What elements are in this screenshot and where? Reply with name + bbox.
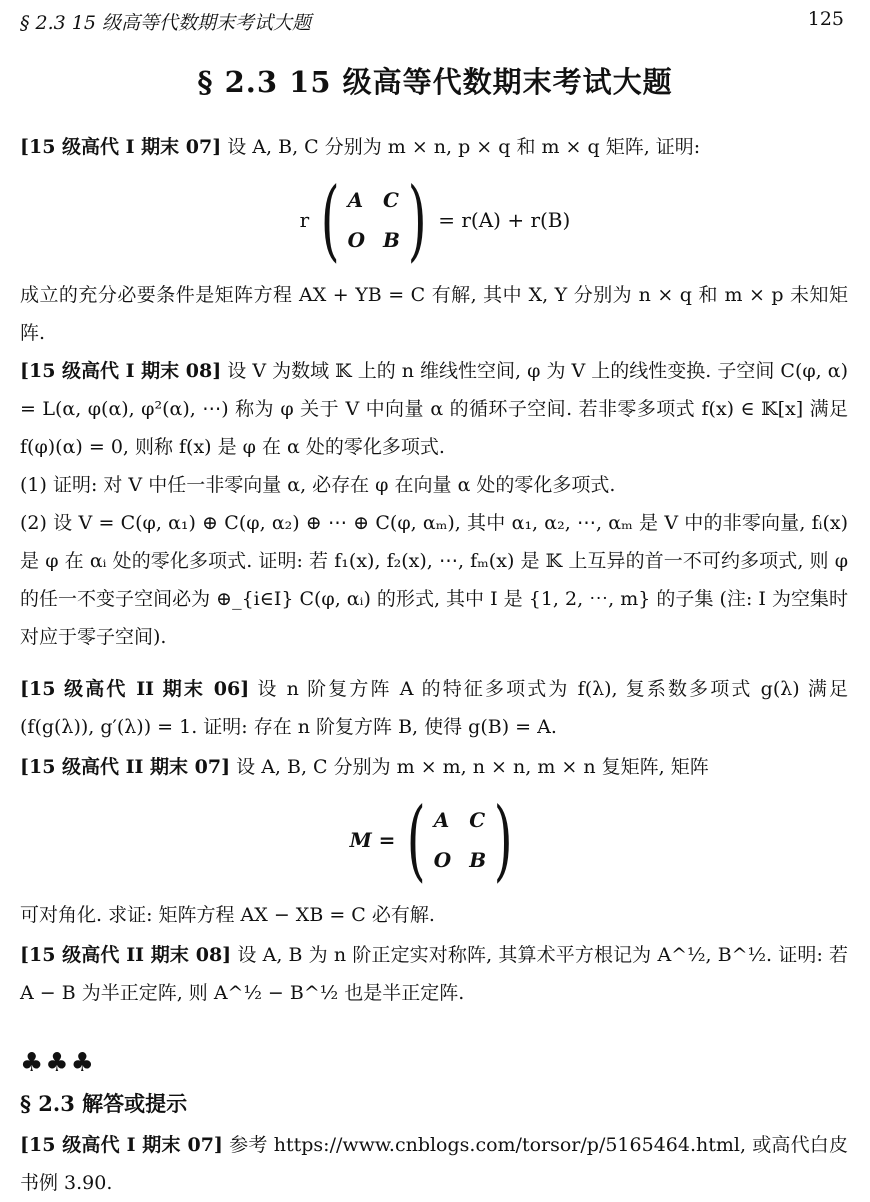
right-paren: ) bbox=[407, 168, 427, 271]
problem-text: 设 A, B, C 分别为 m × n, p × q 和 m × q 矩阵, 证明: bbox=[227, 136, 701, 158]
block-matrix bbox=[434, 803, 486, 877]
equation-lhs: M = bbox=[349, 828, 396, 852]
display-equation-1 bbox=[0, 168, 870, 271]
rank-operator: r bbox=[299, 208, 310, 232]
left-paren: ( bbox=[407, 788, 427, 891]
matrix-entry: A bbox=[433, 808, 450, 832]
problem-5 bbox=[20, 936, 848, 1012]
running-head bbox=[20, 8, 844, 36]
answers-title: § 2.3 解答或提示 bbox=[20, 1091, 188, 1116]
problem-4-intro bbox=[20, 748, 848, 786]
clubs-separator: ♣♣♣ bbox=[20, 1048, 96, 1078]
block-matrix bbox=[348, 183, 400, 257]
problem-label: [15 级高代 I 期末 08] bbox=[20, 360, 222, 382]
right-paren: ) bbox=[493, 788, 513, 891]
problem-label: [15 级高代 II 期末 06] bbox=[20, 678, 250, 700]
equation-rhs: = r(A) + r(B) bbox=[438, 208, 571, 232]
answer-label: [15 级高代 I 期末 07] bbox=[20, 1134, 223, 1156]
problem-text: 设 V 为数域 𝕂 上的 n 维线性空间, φ 为 V 上的线性变换. 子空间 C(φ, α) = L(α, φ(α), φ²(α), ⋯) 称为 φ 关于 V 中向量 α 的循环子空间. 若非零多项式 f(x) ∈ 𝕂[x] 满足 f(φ)(α) = 0, 则称 f(x) 是 φ 在 α 处的零化多项式. bbox=[20, 360, 848, 458]
problem-text: 成立的充分必要条件是矩阵方程 AX + YB = C 有解, 其中 X, Y 分别为 n × q 和 m × p 未知矩阵. bbox=[20, 284, 848, 344]
problem-text: 设 n 阶复方阵 A 的特征多项式为 f(λ), 复系数多项式 g(λ) 满足 (f(g(λ)), g′(λ)) = 1. 证明: 存在 n 阶复方阵 B, 使得 g(B) = A. bbox=[20, 678, 848, 738]
problem-label: [15 级高代 II 期末 08] bbox=[20, 944, 232, 966]
problem-4-after bbox=[20, 896, 848, 934]
problem-text: 设 A, B 为 n 阶正定实对称阵, 其算术平方根记为 A^½, B^½. 证明: 若 A − B 为半正定阵, 则 A^½ − B^½ 也是半正定阵. bbox=[20, 944, 849, 1004]
left-paren: ( bbox=[320, 168, 340, 271]
problem-part-1: (1) 证明: 对 V 中任一非零向量 α, 必存在 φ 在向量 α 处的零化多项式. bbox=[20, 474, 616, 496]
problem-part-2: (2) 设 V = C(φ, α₁) ⊕ C(φ, α₂) ⊕ ⋯ ⊕ C(φ, αₘ), 其中 α₁, α₂, ⋯, αₘ 是 V 中的非零向量, fᵢ(x) 是 φ 在 αᵢ 处的零化多项式. 证明: 若 f₁(x), f₂(x), ⋯, fₘ(x) 是 𝕂 上互异的首一不可约多项式, 则 φ 的任一不变子空间必为 ⊕_{i∈I} C(φ, αᵢ) 的形式, 其中 I 是 {1, 2, ⋯, m} 的子集 (注: I 为空集时对应于零子空间). bbox=[20, 512, 848, 648]
matrix-entry: O bbox=[433, 848, 452, 872]
answer-text: 参考 https://www.cnblogs.com/torsor/p/5165464.html, 或高代白皮书例 3.90. bbox=[20, 1134, 848, 1194]
matrix-entry: B bbox=[469, 848, 487, 872]
page-number: 125 bbox=[807, 8, 844, 30]
problem-label: [15 级高代 II 期末 07] bbox=[20, 756, 231, 778]
matrix-entry: C bbox=[469, 808, 486, 832]
problem-label: [15 级高代 I 期末 07] bbox=[20, 136, 222, 158]
problem-text: 设 A, B, C 分别为 m × m, n × n, m × n 复矩阵, 矩阵 bbox=[236, 756, 709, 778]
problem-text: 可对角化. 求证: 矩阵方程 AX − XB = C 必有解. bbox=[20, 904, 435, 926]
answer-1 bbox=[20, 1126, 848, 1202]
problem-3 bbox=[20, 670, 848, 746]
problem-1-intro bbox=[20, 128, 848, 166]
problem-1-after bbox=[20, 276, 848, 352]
matrix-entry: C bbox=[383, 188, 399, 212]
matrix-entry: B bbox=[383, 228, 400, 252]
problem-2 bbox=[20, 352, 848, 656]
matrix-entry: A bbox=[347, 188, 364, 212]
running-head-title: § 2.3 15 级高等代数期末考试大题 bbox=[20, 12, 312, 34]
matrix-entry: O bbox=[347, 228, 365, 252]
section-title: § 2.3 15 级高等代数期末考试大题 bbox=[197, 65, 673, 99]
display-equation-2 bbox=[0, 788, 870, 891]
